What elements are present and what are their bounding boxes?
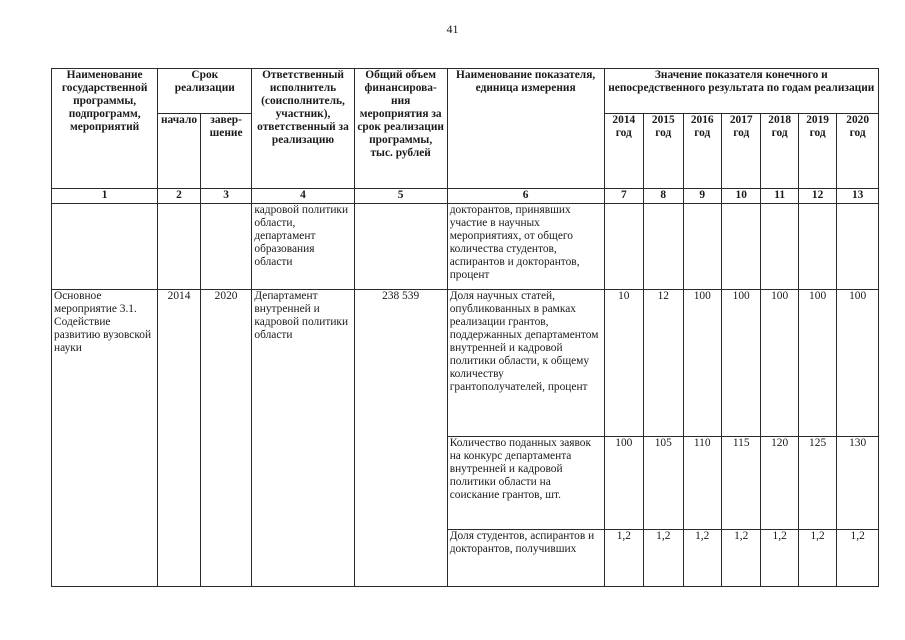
- column-number: 6: [447, 189, 604, 204]
- cell-value-2020: [837, 204, 879, 290]
- cell-financing: [354, 204, 447, 290]
- column-number: 11: [761, 189, 798, 204]
- cell-value-2017: [721, 204, 760, 290]
- column-number: 3: [200, 189, 252, 204]
- header-year-2016: 2016 год: [683, 114, 721, 189]
- cell-executor: кадровой политики области, департамент образования области: [252, 204, 354, 290]
- cell-value-2016: 110: [683, 437, 721, 530]
- header-row-1: [52, 69, 879, 114]
- cell-value-2020: 130: [837, 437, 879, 530]
- header-term-end: завер-шение: [200, 114, 252, 189]
- cell-value-2017: 1,2: [721, 530, 760, 587]
- cell-value-2014: [604, 204, 643, 290]
- cell-value-2015: 12: [644, 290, 683, 437]
- cell-value-2018: [761, 204, 798, 290]
- cell-value-2016: [683, 204, 721, 290]
- column-number: 8: [644, 189, 683, 204]
- cell-value-2017: 100: [721, 290, 760, 437]
- cell-indicator: докторантов, принявших участие в научных мероприятиях, от общего количества студентов, аспирантов и докторантов, процент: [447, 204, 604, 290]
- cell-value-2018: 100: [761, 290, 798, 437]
- header-term: Срок реализации: [158, 69, 252, 114]
- cell-executor: Департамент внутренней и кадровой политики области: [252, 290, 354, 587]
- header-executor: Ответственный исполнитель (соисполнитель, участник), ответственный за реализацию: [252, 69, 354, 189]
- column-number: 10: [721, 189, 760, 204]
- column-number: 12: [798, 189, 836, 204]
- cell-value-2019: [798, 204, 836, 290]
- column-number: 9: [683, 189, 721, 204]
- cell-start: [158, 204, 201, 290]
- cell-indicator: Количество поданных заявок на конкурс департамента внутренней и кадровой политики области на соискание грантов, шт.: [447, 437, 604, 530]
- cell-value-2015: 105: [644, 437, 683, 530]
- header-year-2019: 2019 год: [798, 114, 836, 189]
- column-number: 4: [252, 189, 354, 204]
- header-financing: Общий объем финансирова-ния мероприятия за срок реализации программы, тыс. рублей: [354, 69, 447, 189]
- cell-value-2017: 115: [721, 437, 760, 530]
- column-number: 7: [604, 189, 643, 204]
- cell-financing-amount: 238 539: [354, 290, 447, 587]
- header-name: Наименование государственной программы, подпрограмм, мероприятий: [52, 69, 158, 189]
- header-year-2017: 2017 год: [721, 114, 760, 189]
- cell-name: [52, 204, 158, 290]
- cell-end: [200, 204, 252, 290]
- header-term-start: начало: [158, 114, 201, 189]
- column-number: 1: [52, 189, 158, 204]
- header-year-2014: 2014 год: [604, 114, 643, 189]
- cell-indicator: Доля студентов, аспирантов и докторантов, получивших: [447, 530, 604, 587]
- header-year-2018: 2018 год: [761, 114, 798, 189]
- cell-value-2020: 100: [837, 290, 879, 437]
- cell-value-2018: 120: [761, 437, 798, 530]
- cell-start-year: 2014: [158, 290, 201, 587]
- table-row-continuation: [52, 204, 879, 290]
- cell-value-2016: 100: [683, 290, 721, 437]
- column-number-row: [52, 189, 879, 204]
- table-row-main-activity: [52, 290, 879, 437]
- page-number: 41: [446, 22, 459, 36]
- cell-value-2014: 1,2: [604, 530, 643, 587]
- cell-value-2019: 1,2: [798, 530, 836, 587]
- cell-end-year: 2020: [200, 290, 252, 587]
- column-number: 5: [354, 189, 447, 204]
- program-table: [51, 68, 879, 587]
- cell-value-2018: 1,2: [761, 530, 798, 587]
- header-year-2020: 2020 год: [837, 114, 879, 189]
- column-number: 13: [837, 189, 879, 204]
- cell-value-2019: 100: [798, 290, 836, 437]
- cell-value-2015: [644, 204, 683, 290]
- cell-value-2020: 1,2: [837, 530, 879, 587]
- cell-value-2019: 125: [798, 437, 836, 530]
- column-number: 2: [158, 189, 201, 204]
- cell-value-2016: 1,2: [683, 530, 721, 587]
- cell-indicator: Доля научных статей, опубликованных в рамках реализации грантов, поддержанных департаментом внутренней и кадровой политики области, к общему количеству грантополучателей, процент: [447, 290, 604, 437]
- cell-value-2014: 100: [604, 437, 643, 530]
- header-indicator: Наименование показателя, единица измерения: [447, 69, 604, 189]
- header-result-group: Значение показателя конечного и непосредственного результата по годам реализации: [604, 69, 878, 114]
- header-year-2015: 2015 год: [644, 114, 683, 189]
- cell-value-2014: 10: [604, 290, 643, 437]
- cell-value-2015: 1,2: [644, 530, 683, 587]
- cell-activity-name: Основное мероприятие 3.1. Содействие развитию вузовской науки: [52, 290, 158, 587]
